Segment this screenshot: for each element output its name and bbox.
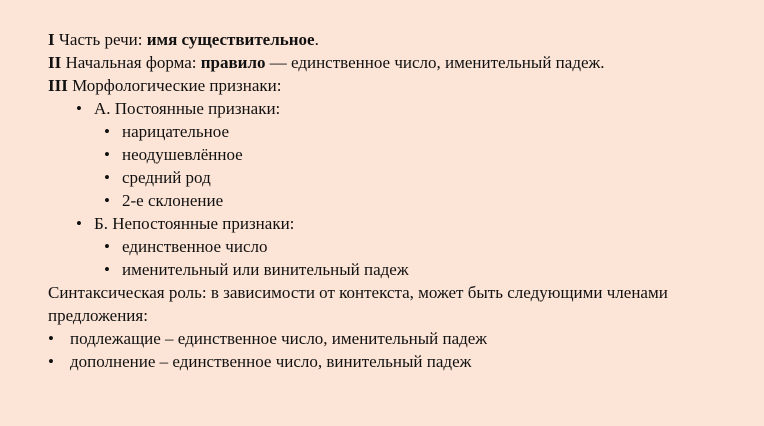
morph-line (48, 74, 748, 97)
variable-header-text: Б. Непостоянные признаки: (94, 214, 295, 233)
list-item (48, 143, 748, 166)
form-rest: — единственное число, именительный падеж. (269, 53, 605, 72)
roman-numeral-3: III (48, 76, 68, 95)
morph-label: Морфологические признаки: (72, 76, 282, 95)
list-item-text: 2-е склонение (122, 191, 224, 210)
bullet-icon: • (104, 260, 110, 279)
list-item-text: именительный или винительный падеж (122, 260, 409, 279)
list-item-text: нарицательное (122, 122, 230, 141)
constant-header-text: А. Постоянные признаки: (94, 99, 281, 118)
part-end: . (314, 30, 319, 49)
list-item (48, 166, 748, 189)
form-label: Начальная форма: (65, 53, 197, 72)
bullet-icon: • (76, 214, 82, 233)
part-of-speech-line (48, 28, 748, 51)
list-item (48, 327, 748, 350)
bullet-icon: • (48, 352, 54, 371)
bullet-icon: • (104, 122, 110, 141)
list-item (48, 120, 748, 143)
roman-numeral-1: I (48, 30, 55, 49)
bullet-icon: • (76, 99, 82, 118)
bullet-icon: • (48, 329, 54, 348)
variable-header (48, 212, 748, 235)
list-item-text: единственное число (122, 237, 268, 256)
bullet-icon: • (104, 191, 110, 210)
list-item-text: неодушевлённое (122, 145, 243, 164)
constant-header (48, 97, 748, 120)
list-item (48, 189, 748, 212)
bullet-icon: • (104, 145, 110, 164)
list-item (48, 350, 748, 373)
bullet-icon: • (104, 237, 110, 256)
list-item-text: подлежащие – единственное число, именительный падеж (70, 329, 488, 348)
document-body (48, 28, 748, 373)
form-value: правило (200, 53, 266, 72)
list-item (48, 258, 748, 281)
part-label: Часть речи: (58, 30, 143, 49)
bullet-icon: • (104, 168, 110, 187)
list-item-text: средний род (122, 168, 211, 187)
list-item (48, 235, 748, 258)
roman-numeral-2: II (48, 53, 62, 72)
initial-form-line (48, 51, 748, 74)
list-item-text: дополнение – единственное число, винительный падеж (70, 352, 472, 371)
syntax-role-text: Синтаксическая роль: в зависимости от контекста, может быть следующими членами предложения: (48, 283, 668, 325)
part-value: имя существительное (146, 30, 315, 49)
